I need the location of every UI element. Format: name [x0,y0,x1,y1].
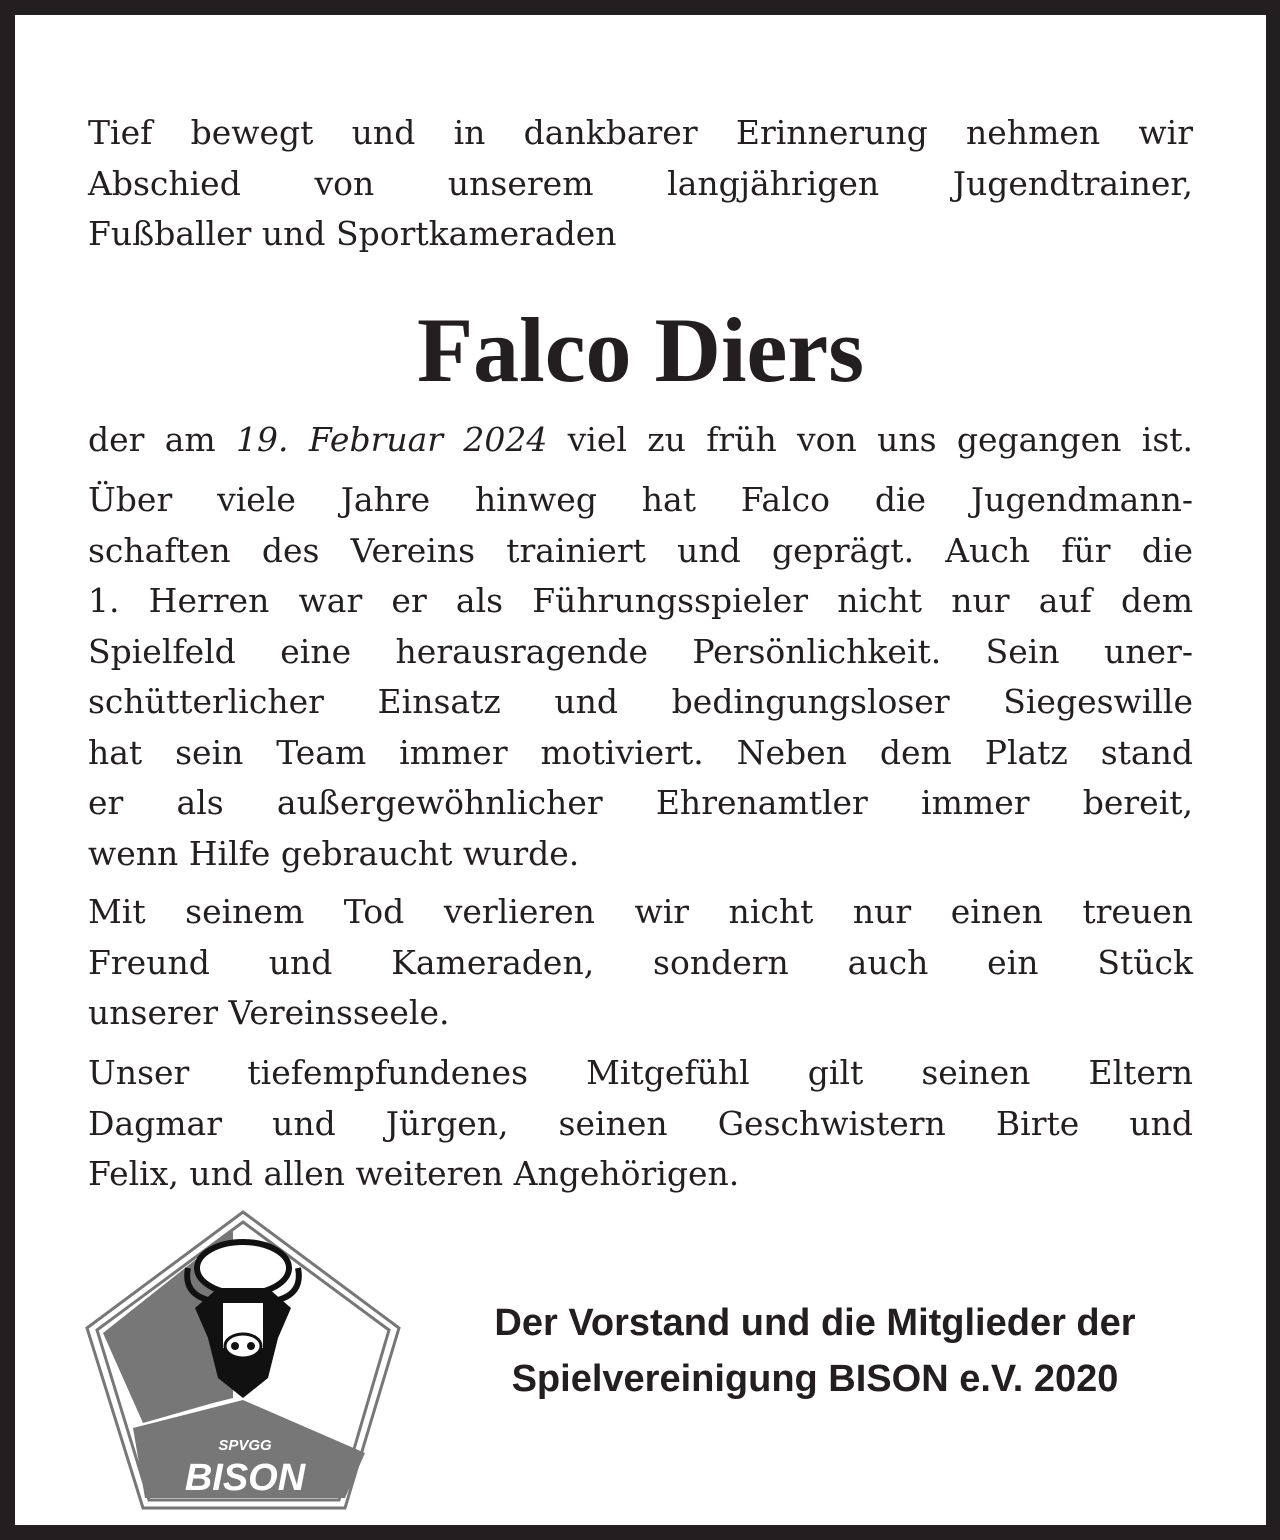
obituary-card [15,15,1266,1525]
text: der am [88,420,237,459]
text-line: Spielfeld eine herausragende Persönlichkeit. Sein uner- [88,631,1193,671]
loss-paragraph [88,887,1193,1039]
signature-line: Der Vorstand und die Mitglieder der [494,1302,1136,1344]
text-line: Tief bewegt und in dankbarer Erinnerung nehmen wir [88,113,1193,152]
death-date-line [88,415,1193,466]
text: viel zu früh von uns gegangen ist. [547,420,1194,459]
text-line: Fußballer und Sportkameraden [88,214,617,253]
text-line: Abschied von unserem langjährigen Jugendtrainer, [88,163,1193,203]
condolence-paragraph [88,1048,1193,1200]
text-line: Felix, und allen weiteren Angehörigen. [88,1154,740,1193]
logo-bison-text: BISON [184,1457,306,1499]
text-line: er als außergewöhnlicher Ehrenamtler immer bereit, [88,783,1193,822]
death-date: 19. Februar 2024 [236,420,548,459]
text-line: wenn Hilfe gebraucht wurde. [88,833,580,873]
text-line: schaften des Vereins trainiert und geprägt. Auch für die [88,530,1193,570]
text-line: Dagmar und Jürgen, seinen Geschwistern Birte und [88,1103,1193,1143]
text-line: hat sein Team immer motiviert. Neben dem Platz stand [88,732,1193,772]
club-logo [83,1208,403,1513]
text-line: Freund und Kameraden, sondern auch ein Stück [88,942,1193,982]
signature-line: Spielvereinigung BISON e.V. 2020 [511,1358,1119,1400]
deceased-name: Falco Diers [416,299,865,401]
text-line: Über viele Jahre hinweg hat Falco die Jugendmann- [88,480,1193,519]
tribute-paragraph [88,475,1193,879]
signature [415,1295,1215,1407]
logo-spvgg-text: SPVGG [218,1437,272,1454]
text-line: schütterlicher Einsatz und bedingungsloser Siegeswille [88,682,1193,721]
text-line: 1. Herren war er als Führungsspieler nicht nur auf dem [88,581,1193,620]
intro-paragraph [88,108,1193,260]
text-line: Mit seinem Tod verlieren wir nicht nur einen treuen [88,892,1193,931]
text-line: Unser tiefempfundenes Mitgefühl gilt seinen Eltern [88,1053,1193,1092]
text-line: unserer Vereinsseele. [88,993,450,1032]
